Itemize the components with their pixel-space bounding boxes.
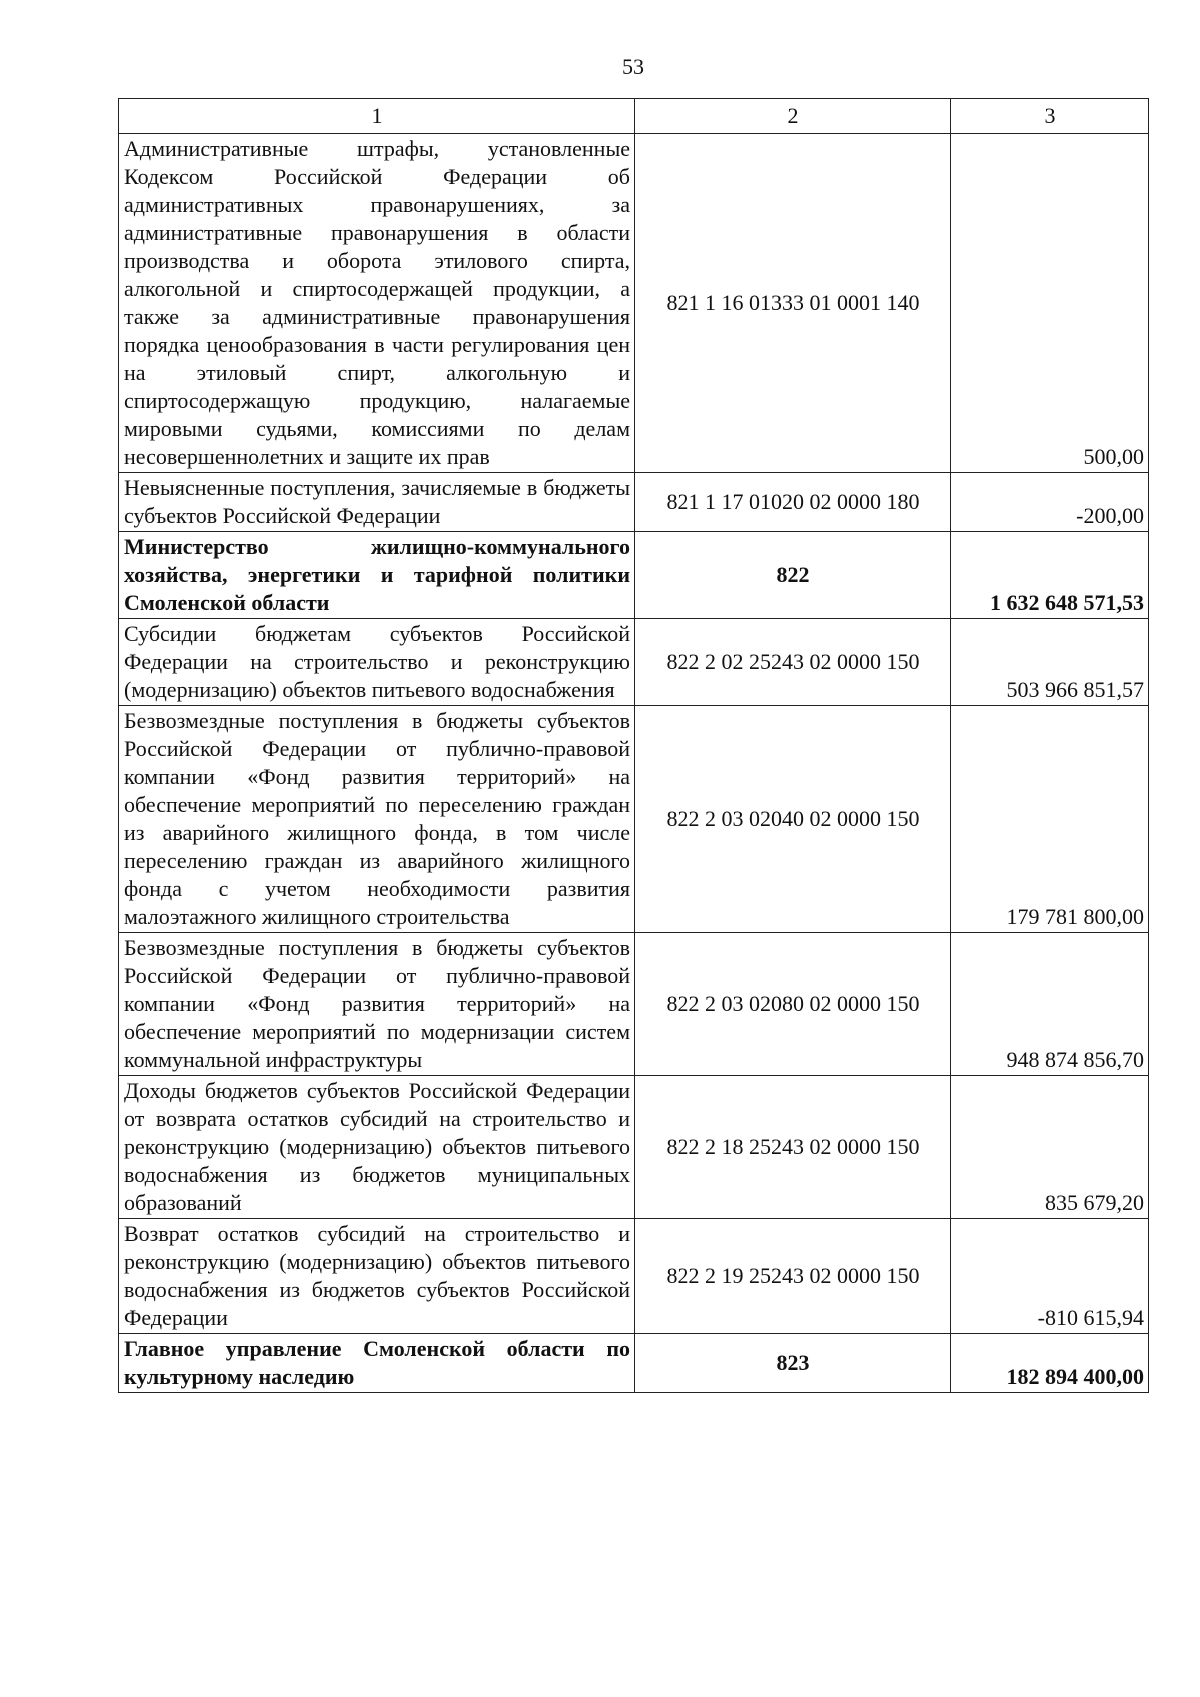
table-row (119, 933, 1149, 1076)
table-row (119, 1219, 1149, 1334)
table-row (119, 134, 1149, 473)
column-header-2: 2 (635, 99, 951, 134)
row-code: 822 2 03 02080 02 0000 150 (635, 933, 951, 1076)
row-description: Возврат остатков субсидий на строительство и реконструкцию (модернизацию) объектов питьевого водоснабжения из бюджетов субъектов Российской Федерации (119, 1219, 635, 1334)
table-row (119, 532, 1149, 619)
row-description: Министерство жилищно-коммунального хозяйства, энергетики и тарифной политики Смоленской области (119, 532, 635, 619)
row-amount: -810 615,94 (951, 1219, 1149, 1334)
column-header-3: 3 (951, 99, 1149, 134)
budget-revenue-table (118, 98, 1149, 1393)
row-description: Субсидии бюджетам субъектов Российской Федерации на строительство и реконструкцию (модернизацию) объектов питьевого водоснабжения (119, 619, 635, 706)
table-header-row (119, 99, 1149, 134)
row-code: 821 1 16 01333 01 0001 140 (635, 134, 951, 473)
row-code: 822 2 03 02040 02 0000 150 (635, 706, 951, 933)
row-description: Доходы бюджетов субъектов Российской Федерации от возврата остатков субсидий на строительство и реконструкцию (модернизацию) объектов питьевого водоснабжения из бюджетов муниципальных образований (119, 1076, 635, 1219)
table-row (119, 706, 1149, 933)
row-amount: 179 781 800,00 (951, 706, 1149, 933)
row-description: Безвозмездные поступления в бюджеты субъектов Российской Федерации от публично-правовой компании «Фонд развития территорий» на обеспечение мероприятий по переселению граждан из аварийного жилищного фонда, в том числе переселению граждан из аварийного жилищного фонда с учетом необходимости развития малоэтажного жилищного строительства (119, 706, 635, 933)
row-description: Административные штрафы, установленные Кодексом Российской Федерации об административных правонарушениях, за административные правонарушения в области производства и оборота этилового спирта, алкогольной и спиртосодержащей продукции, а также за административные правонарушения порядка ценообразования в части регулирования цен на этиловый спирт, алкогольную и спиртосодержащую продукцию, налагаемые мировыми судьями, комиссиями по делам несовершеннолетних и защите их прав (119, 134, 635, 473)
row-code: 822 2 19 25243 02 0000 150 (635, 1219, 951, 1334)
row-description: Главное управление Смоленской области по культурному наследию (119, 1334, 635, 1393)
row-amount: 500,00 (951, 134, 1149, 473)
row-code: 821 1 17 01020 02 0000 180 (635, 473, 951, 532)
row-code: 823 (635, 1334, 951, 1393)
row-amount: 503 966 851,57 (951, 619, 1149, 706)
row-code: 822 2 18 25243 02 0000 150 (635, 1076, 951, 1219)
row-amount: -200,00 (951, 473, 1149, 532)
table-row (119, 619, 1149, 706)
table-row (119, 1334, 1149, 1393)
row-amount: 835 679,20 (951, 1076, 1149, 1219)
row-code: 822 (635, 532, 951, 619)
row-amount: 948 874 856,70 (951, 933, 1149, 1076)
page-number: 53 (622, 54, 644, 79)
row-amount: 1 632 648 571,53 (951, 532, 1149, 619)
column-header-1: 1 (119, 99, 635, 134)
table-row (119, 1076, 1149, 1219)
row-amount: 182 894 400,00 (951, 1334, 1149, 1393)
table-row (119, 473, 1149, 532)
row-code: 822 2 02 25243 02 0000 150 (635, 619, 951, 706)
row-description: Невыясненные поступления, зачисляемые в бюджеты субъектов Российской Федерации (119, 473, 635, 532)
row-description: Безвозмездные поступления в бюджеты субъектов Российской Федерации от публично-правовой компании «Фонд развития территорий» на обеспечение мероприятий по модернизации систем коммунальной инфраструктуры (119, 933, 635, 1076)
